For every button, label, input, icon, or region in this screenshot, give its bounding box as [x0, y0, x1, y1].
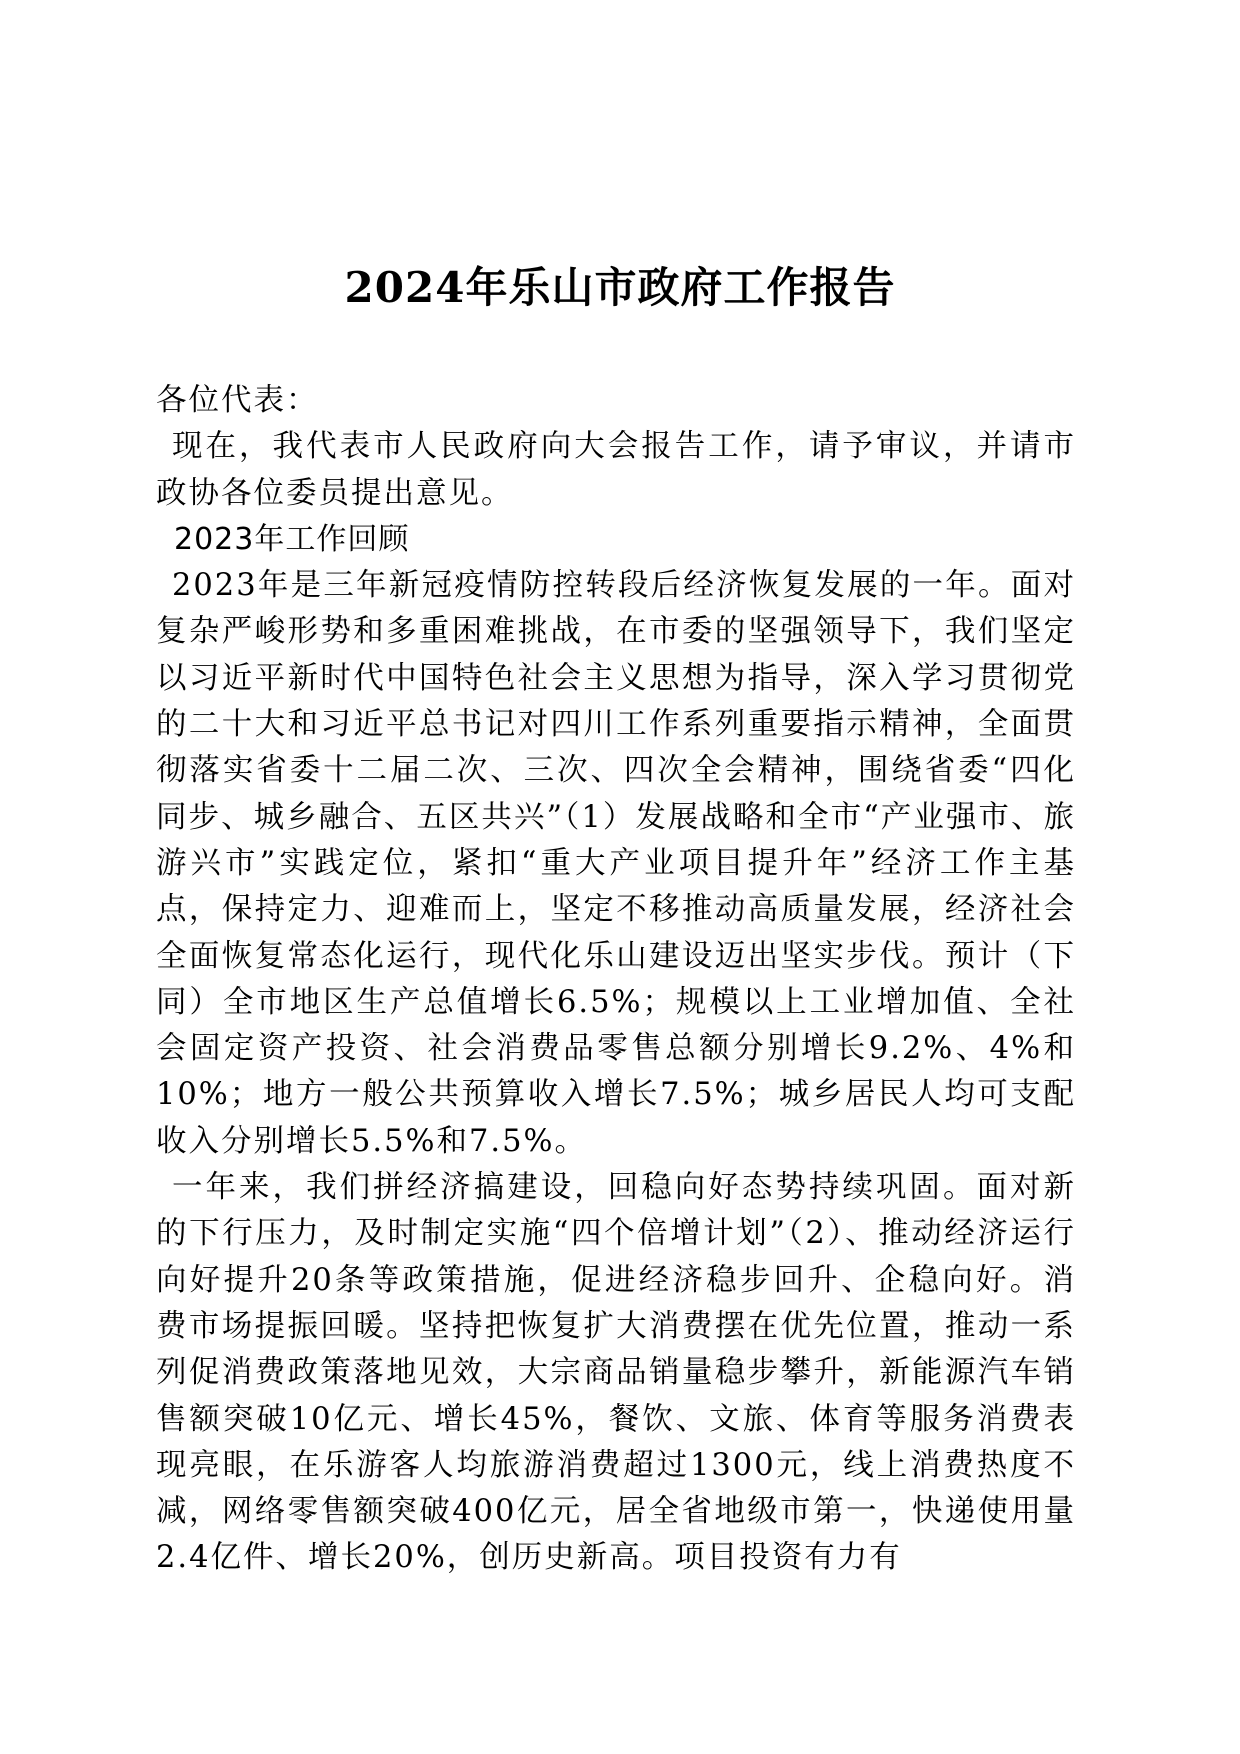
intro-paragraph: 现在，我代表市人民政府向大会报告工作，请予审议，并请市政协各位委员提出意见。 — [156, 429, 1076, 511]
salutation: 各位代表： — [156, 383, 319, 418]
document-body — [156, 378, 1076, 1582]
review-paragraph-2: 一年来，我们拼经济搞建设，回稳向好态势持续巩固。面对新的下行压力，及时制定实施“四个倍增计划”（2）、推动经济运行向好提升20条等政策措施，促进经济稳步回升、企稳向好。消费市场提振回暖。坚持把恢复扩大消费摆在优先位置，推动一系列促消费政策落地见效，大宗商品销量稳步攀升，新能源汽车销售额突破10亿元、增长45%，餐饮、文旅、体育等服务消费表现亮眼，在乐游客人均旅游消费超过1300元，线上消费热度不减，网络零售额突破400亿元，居全省地级市第一，快递使用量2.4亿件、增长20%，创历史新高。项目投资有力有 — [156, 1170, 1076, 1576]
section-heading: 2023年工作回顾 — [174, 521, 410, 557]
review-paragraph-1: 2023年是三年新冠疫情防控转段后经济恢复发展的一年。面对复杂严峻形势和多重困难挑战，在市委的坚强领导下，我们坚定以习近平新时代中国特色社会主义思想为指导，深入学习贯彻党的二十大和习近平总书记对四川工作系列重要指示精神，全面贯彻落实省委十二届二次、三次、四次全会精神，围绕省委“四化同步、城乡融合、五区共兴”（1）发展战略和全市“产业强市、旅游兴市”实践定位，紧扣“重大产业项目提升年”经济工作主基点，保持定力、迎难而上，坚定不移推动高质量发展，经济社会全面恢复常态化运行，现代化乐山建设迈出坚实步伐。预计（下同）全市地区生产总值增长6.5%；规模以上工业增加值、全社会固定资产投资、社会消费品零售总额分别增长9.2%、4%和10%；地方一般公共预算收入增长7.5%；城乡居民人均可支配收入分别增长5.5%和7.5%。 — [156, 568, 1076, 1159]
document-title: 2024年乐山市政府工作报告 — [344, 263, 896, 312]
